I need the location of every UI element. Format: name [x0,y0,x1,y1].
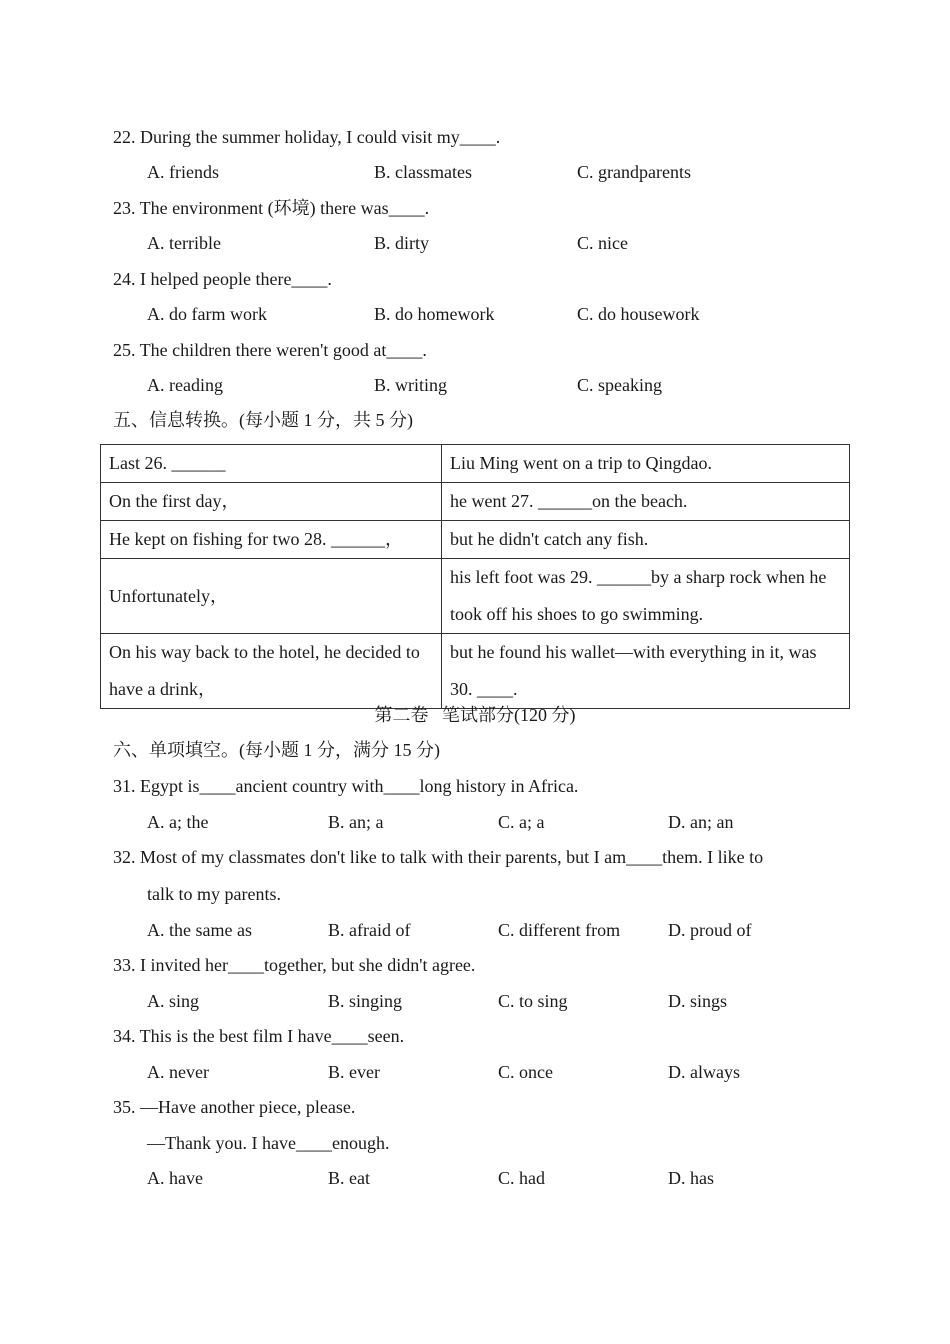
option-d: D. sings [668,991,728,1011]
option-c: C. different from [498,920,621,940]
question-stem: 34. This is the best film I have____seen. [113,1026,405,1046]
table-cell: On his way back to the hotel, he decided to have a drink， [101,634,442,709]
option-a: A. friends [147,162,219,182]
table-cell: He kept on fishing for two 28. ______， [101,521,442,559]
option-a: A. a; the [147,812,209,832]
question-stem: 23. The environment (环境) there was____. [113,198,430,218]
table-row [101,445,850,483]
option-c: C. to sing [498,991,568,1011]
question-stem: 31. Egypt is____ancient country with____long history in Africa. [113,776,579,796]
option-c: C. do housework [577,304,700,324]
part2-title: 第二卷 笔试部分(120 分) [374,705,576,725]
option-d: D. an; an [668,812,734,832]
option-b: B. writing [374,375,448,395]
table-cell: Unfortunately， [101,559,442,634]
option-c: C. a; a [498,812,545,832]
table-cell: Liu Ming went on a trip to Qingdao. [442,445,850,483]
table-cell: his left foot was 29. ______by a sharp rock when he took off his shoes to go swimming. [442,559,850,634]
option-a: A. the same as [147,920,252,940]
option-b: B. eat [328,1168,370,1188]
option-a: A. never [147,1062,209,1082]
table-cell: but he found his wallet—with everything in it, was 30. ____. [442,634,850,709]
option-a: A. do farm work [147,304,267,324]
table-cell: On the first day， [101,483,442,521]
option-d: D. proud of [668,920,752,940]
table-row [101,634,850,709]
option-c: C. speaking [577,375,662,395]
option-b: B. ever [328,1062,380,1082]
option-b: B. singing [328,991,403,1011]
option-b: B. afraid of [328,920,411,940]
table-cell: Last 26. ______ [101,445,442,483]
question-stem: 35. —Have another piece, please. [113,1097,356,1117]
table-cell: but he didn't catch any fish. [442,521,850,559]
option-d: D. always [668,1062,740,1082]
option-c: C. nice [577,233,628,253]
option-a: A. reading [147,375,223,395]
question-stem: 24. I helped people there____. [113,269,332,289]
question-stem: 22. During the summer holiday, I could visit my____. [113,127,501,147]
option-a: A. terrible [147,233,221,253]
question-stem: 33. I invited her____together, but she didn't agree. [113,955,476,975]
option-b: B. an; a [328,812,384,832]
question-stem-continued: talk to my parents. [147,884,281,904]
option-b: B. dirty [374,233,430,253]
info-table [100,444,850,709]
option-b: B. do homework [374,304,495,324]
question-stem: 32. Most of my classmates don't like to talk with their parents, but I am____them. I like to [113,847,764,867]
question-stem-continued: —Thank you. I have____enough. [147,1133,390,1153]
option-a: A. sing [147,991,200,1011]
table-cell: he went 27. ______on the beach. [442,483,850,521]
table-row [101,521,850,559]
question-stem: 25. The children there weren't good at____. [113,340,427,360]
option-c: C. had [498,1168,545,1188]
option-b: B. classmates [374,162,472,182]
section5-title: 五、信息转换。(每小题 1 分，共 5 分) [113,410,413,430]
table-row [101,559,850,634]
option-c: C. once [498,1062,553,1082]
option-c: C. grandparents [577,162,691,182]
section6-title: 六、单项填空。(每小题 1 分，满分 15 分) [113,740,440,760]
table-row [101,483,850,521]
option-d: D. has [668,1168,714,1188]
option-a: A. have [147,1168,203,1188]
